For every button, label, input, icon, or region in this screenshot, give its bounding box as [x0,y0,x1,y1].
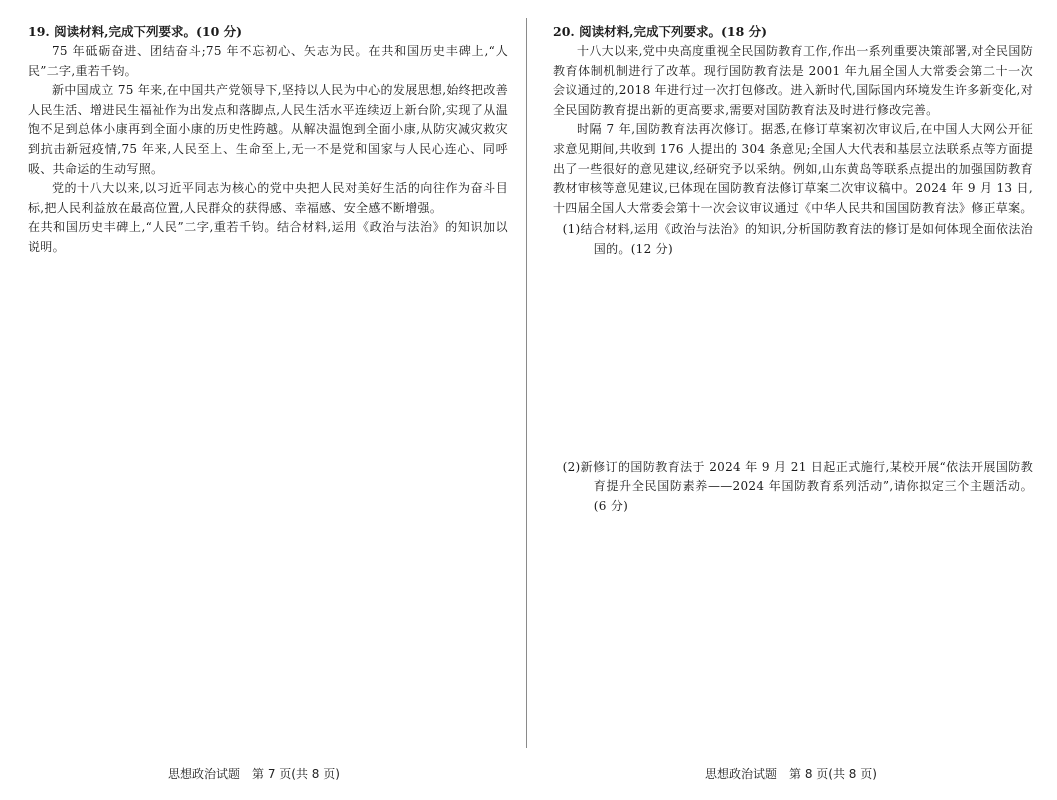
q19-paragraph-3: 党的十八大以来,以习近平同志为核心的党中央把人民对美好生活的向往作为奋斗目标,把人民利益放在最高位置,人民群众的获得感、幸福感、安全感不断增强。 [28,181,508,215]
question-19-title: 19. 阅读材料,完成下列要求。(10 分) [28,24,243,39]
q20-paragraph-1: 十八大以来,党中央高度重视全民国防教育工作,作出一系列重要决策部署,对全民国防教育体制机制进行了改革。现行国防教育法是 2001 年九届全国人大常委会第二十一次会议通过的,2018 年进行过一次打包修改。进入新时代,国际国内环境发生许多新变化,对全民国防教育提出新的更高要求,需要对国防教育法及时进行修改完善。 [553,44,1033,117]
right-page-footer: 思想政治试题 第 8 页(共 8 页) [705,767,877,781]
left-page-footer: 思想政治试题 第 7 页(共 8 页) [168,767,340,781]
question-20-title: 20. 阅读材料,完成下列要求。(18 分) [553,24,768,39]
q19-question: 在共和国历史丰碑上,“人民”二字,重若千钧。结合材料,运用《政治与法治》的知识加以说明。 [28,220,508,254]
q19-paragraph-1: 75 年砥砺奋进、团结奋斗;75 年不忘初心、矢志为民。在共和国历史丰碑上,“人民”二字,重若千钧。 [28,44,508,78]
q20-sub-question-2: (2)新修订的国防教育法于 2024 年 9 月 21 日起正式施行,某校开展“依法开展国防教育提升全民国防素养——2024 年国防教育系列活动”,请你拟定三个主题活动。(6 分) [562,459,1033,513]
q20-sub-question-1: (1)结合材料,运用《政治与法治》的知识,分析国防教育法的修订是如何体现全面依法治国的。(12 分) [562,222,1033,256]
q19-paragraph-2: 新中国成立 75 年来,在中国共产党领导下,坚持以人民为中心的发展思想,始终把改善人民生活、增进民生福祉作为出发点和落脚点,人民生活水平连续迈上新台阶,实现了从温饱不足到总体小康再到全面小康的历史性跨越。从解决温饱到全面小康,从防灾减灾救灾到抗击新冠疫情,75 年来,人民至上、生命至上,无一不是党和国家与人民心连心、同呼吸、共命运的生动写照。 [28,83,508,176]
q20-paragraph-2: 时隔 7 年,国防教育法再次修订。据悉,在修订草案初次审议后,在中国人大网公开征求意见期间,共收到 176 人提出的 304 条意见;全国人大代表和基层立法联系点等方面提出了一些很好的意见建议,经研究予以采纳。例如,山东黄岛等联系点提出的加强国防教育教材审核等意见建议,已体现在国防教育法修订草案二次审议稿中。2024 年 9 月 13 日,十四届全国人大常委会第十一次会议审议通过《中华人民共和国国防教育法》修正草案。 [553,122,1033,215]
right-page [527,0,1057,800]
left-page [0,0,526,800]
